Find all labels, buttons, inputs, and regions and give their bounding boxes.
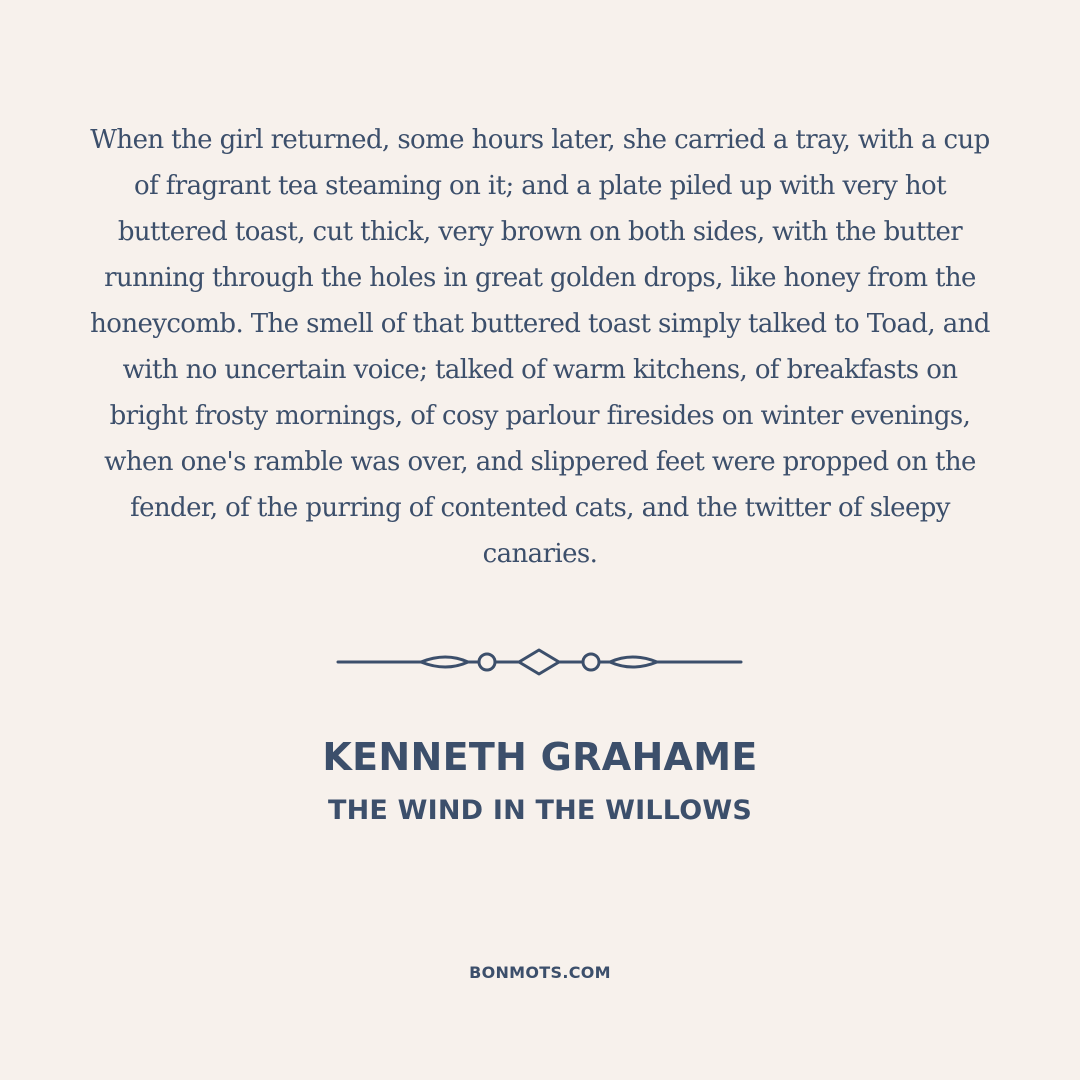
ornamental-divider-icon: [336, 646, 744, 678]
site-url[interactable]: BONMOTS.COM: [469, 963, 611, 982]
author-name: KENNETH GRAHAME: [322, 735, 758, 779]
work-title: THE WIND IN THE WILLOWS: [327, 795, 753, 826]
quote-text: When the girl returned, some hours later, she carried a tray, with a cup of fragrant tea steaming on it; and a plate piled up with very hot buttered toast, cut thick, very brown on both sides, with the butter running through the holes in great golden drops, like honey from the honeycomb. The smell of that buttered toast simply talked to Toad, and with no uncertain voice; talked of warm kitchens, of breakfasts on bright frosty mornings, of cosy parlour firesides on winter evenings, when one's ramble was over, and slippered feet were propped on the fender, of the purring of contented cats, and the twitter of sleepy canaries.: [90, 125, 990, 569]
